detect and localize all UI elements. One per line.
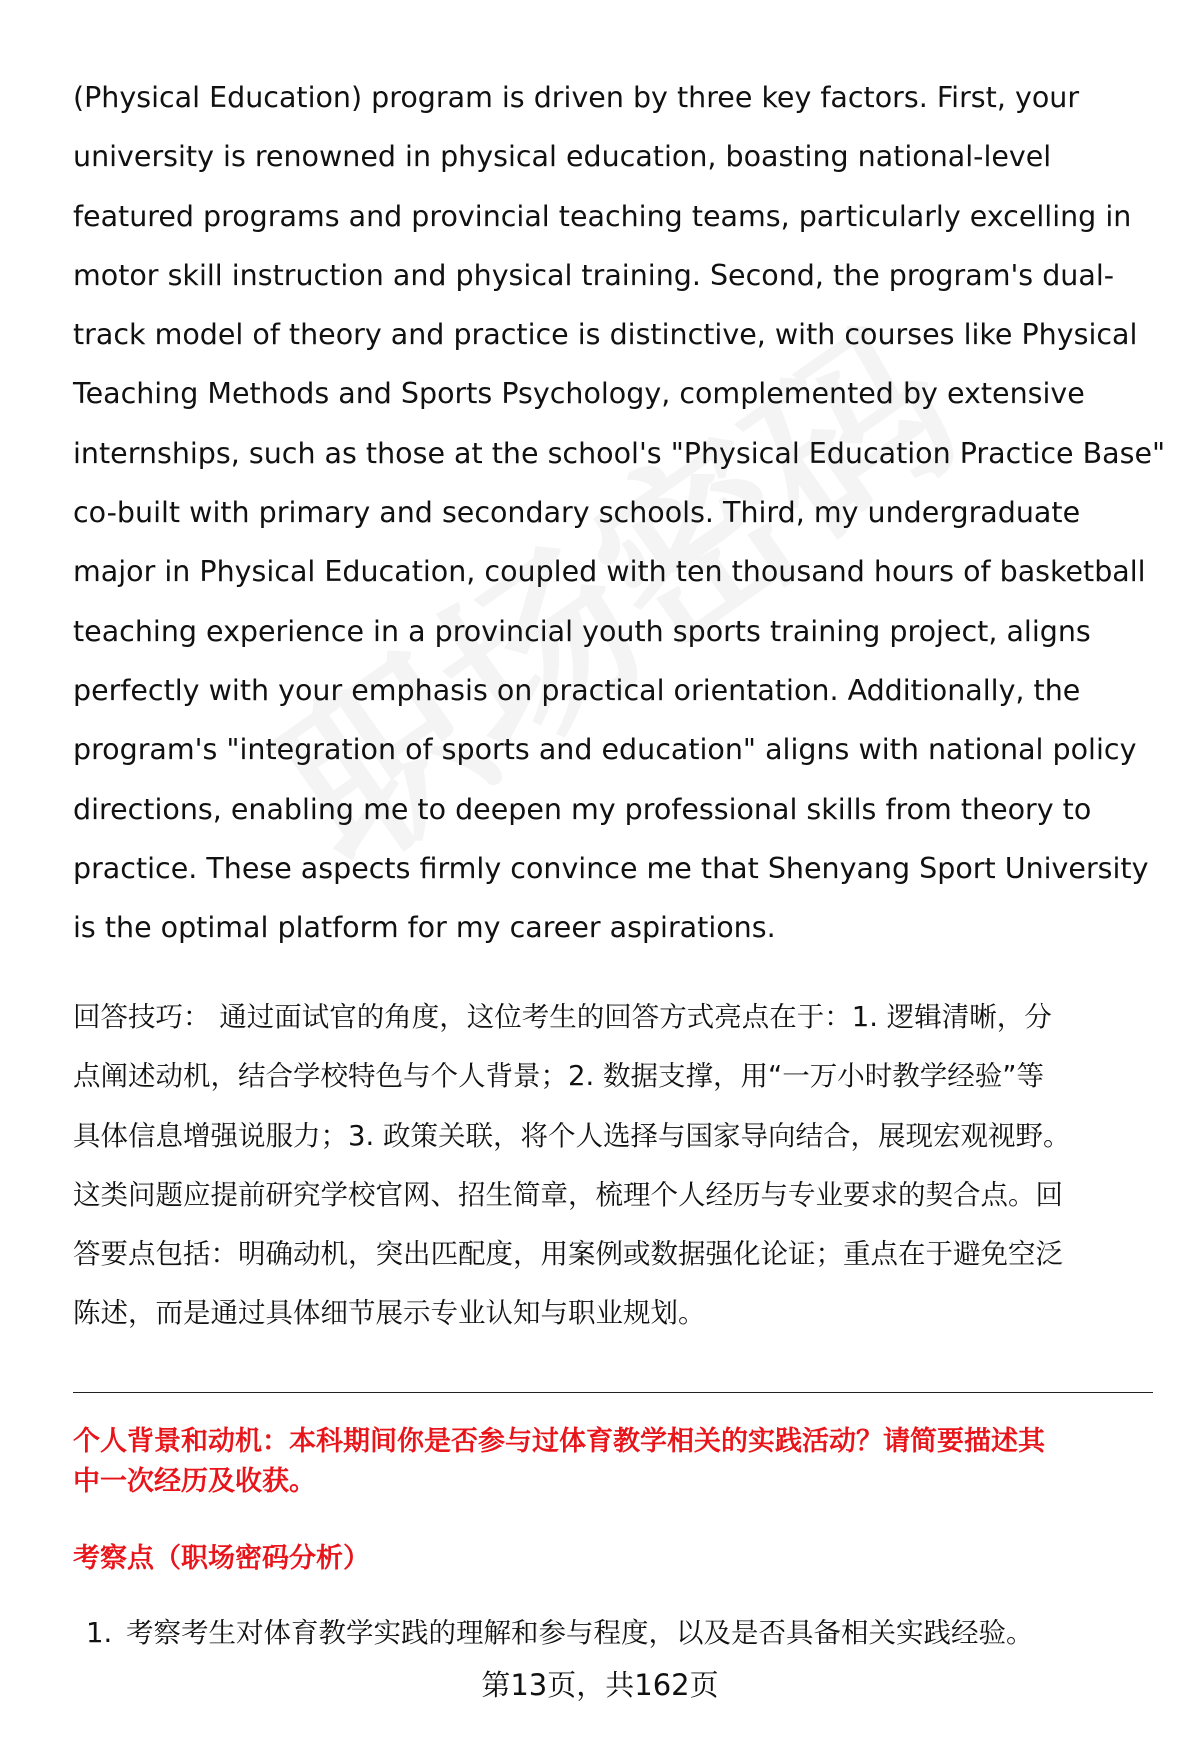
text-line: perfectly with your emphasis on practical orientation. Additionally, the (73, 673, 1081, 707)
text-line: motor skill instruction and physical training. Second, the program's dual- (73, 258, 1115, 292)
text-line: co-built with primary and secondary schools. Third, my undergraduate (73, 496, 1081, 530)
text-line: is the optimal platform for my career aspirations. (73, 911, 776, 945)
text-line: 陈述，而是通过具体细节展示专业认知与职业规划。 (73, 1297, 706, 1330)
english-answer-paragraph (73, 68, 1166, 957)
text-line: university is renowned in physical education, boasting national-level (73, 140, 1052, 174)
text-line: 具体信息增强说服力；3. 政策关联，将个人选择与国家导向结合，展现宏观视野。 (73, 1119, 1071, 1152)
question-line: 个人背景和动机：本科期间你是否参与过体育教学相关的实践活动？请简要描述其 (73, 1426, 1045, 1457)
text-line: 这类问题应提前研究学校官网、招生简章，梳理个人经历与专业要求的契合点。回 (73, 1178, 1063, 1211)
list-item-number: 1. (86, 1617, 113, 1649)
question-line: 中一次经历及收获。 (73, 1466, 316, 1497)
text-line: (Physical Education) program is driven by three key factors. First, your (73, 81, 1080, 114)
page-number: 第13页，共162页 (481, 1668, 719, 1702)
text-line: directions, enabling me to deepen my professional skills from theory to (73, 792, 1092, 826)
assessment-points-heading: 考察点（职场密码分析） (73, 1543, 370, 1574)
section-divider (73, 1392, 1153, 1393)
text-line: Teaching Methods and Sports Psychology, complemented by extensive (73, 377, 1085, 411)
text-line: major in Physical Education, coupled with ten thousand hours of basketball (73, 555, 1146, 589)
text-line: internships, such as those at the school's "Physical Education Practice Base" (73, 436, 1166, 470)
text-line: program's "integration of sports and education" aligns with national policy (73, 733, 1137, 767)
text-line: teaching experience in a provincial youth sports training project, aligns (73, 614, 1091, 648)
list-item-text: 考察考生对体育教学实践的理解和参与程度，以及是否具备相关实践经验。 (126, 1617, 1034, 1649)
list-item (86, 1613, 1034, 1653)
text-line: 点阐述动机，结合学校特色与个人背景；2. 数据支撑，用“一万小时教学经验”等 (73, 1060, 1044, 1093)
question-heading (73, 1422, 1153, 1502)
text-line: 答要点包括：明确动机，突出匹配度，用案例或数据强化论证；重点在于避免空泛 (73, 1238, 1063, 1271)
text-line: practice. These aspects firmly convince me that Shenyang Sport University (73, 851, 1149, 885)
text-line: featured programs and provincial teaching teams, particularly excelling in (73, 199, 1132, 233)
answer-tips-paragraph (73, 988, 1153, 1344)
text-line: 回答技巧： 通过面试官的角度，这位考生的回答方式亮点在于：1. 逻辑清晰，分 (73, 1001, 1052, 1033)
text-line: track model of theory and practice is distinctive, with courses like Physical (73, 318, 1138, 352)
